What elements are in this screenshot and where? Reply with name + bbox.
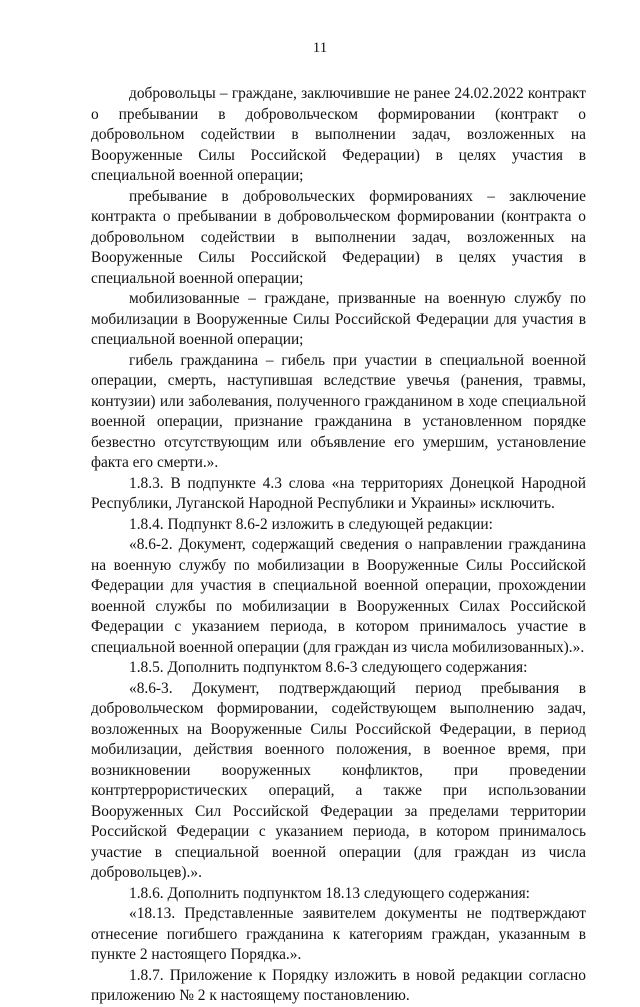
paragraph-1-8-3: 1.8.3. В подпункте 4.3 слова «на территориях Донецкой Народной Республики, Луганской Народной Республики и Украины» исключить.: [91, 474, 586, 512]
paragraph-18-13: «18.13. Представленные заявителем документы не подтверждают отнесение погибшего гражданина к категориям граждан, указанным в пункте 2 настоящего Порядка.».: [91, 905, 586, 963]
paragraph-definition-death: гибель гражданина – гибель при участии в специальной военной операции, смерть, наступившая вследствие увечья (ранения, травмы, контузии) или заболевания, полученного гражданином в ходе специальной военной операции, признание гражданина в установленном порядке безвестно отсутствующим или объявление его умершим, установление факта его смерти.».: [91, 351, 586, 471]
paragraph-definition-volunteers: добровольцы – граждане, заключившие не ранее 24.02.2022 контракт о пребывании в добровольческом формировании (контракт о добровольном содействии в выполнении задач, возложенных на Вооруженные Силы Российской Федерации) в целях участия в специальной военной операции;: [91, 85, 586, 184]
paragraph-1-8-6: 1.8.6. Дополнить подпунктом 18.13 следующего содержания:: [129, 884, 530, 902]
paragraph-8-6-2: «8.6-2. Документ, содержащий сведения о направлении гражданина на военную службу по мобилизации в Вооруженные Силы Российской Федерации для участия в специальной военной операции, прохождении военной службы по мобилизации в Вооруженных Силах Российской Федерации с указанием периода, в котором принималось участие в специальной военной операции (для граждан из числа мобилизованных).».: [91, 536, 586, 656]
paragraph-definition-stay-in-formations: пребывание в добровольческих формированиях – заключение контракта о пребывании в добровольческом формировании (контракта о добровольном содействии в выполнении задач, возложенных на Вооруженные Силы Российской Федерации) в целях участия в специальной военной операции;: [91, 187, 586, 287]
paragraph-1-8-5: 1.8.5. Дополнить подпунктом 8.6-3 следующего содержания:: [129, 659, 528, 676]
document-body: [91, 84, 586, 1007]
paragraph-1-8-7: 1.8.7. Приложение к Порядку изложить в новой редакции согласно приложению № 2 к настоящему постановлению.: [91, 966, 586, 1004]
paragraph-1-8-4: 1.8.4. Подпункт 8.6-2 изложить в следующей редакции:: [129, 515, 493, 533]
paragraph-8-6-3: «8.6-3. Документ, подтверждающий период пребывания в добровольческом формировании, содействующем выполнению задач, возложенных на Вооруженные Силы Российской Федерации, в период мобилизации, действия военного положения, в военное время, при возникновении вооруженных конфликтов, при проведении контртеррористических операций, а также при использовании Вооруженных Сил Российской Федерации за пределами территории Российской Федерации с указанием периода, в котором принималось участие в специальной военной операции (для граждан из числа добровольцев).».: [91, 679, 586, 881]
page-number: 11: [312, 40, 328, 56]
paragraph-definition-mobilized: мобилизованные – граждане, призванные на военную службу по мобилизации в Вооруженные Силы Российской Федерации для участия в специальной военной операции;: [91, 290, 586, 348]
